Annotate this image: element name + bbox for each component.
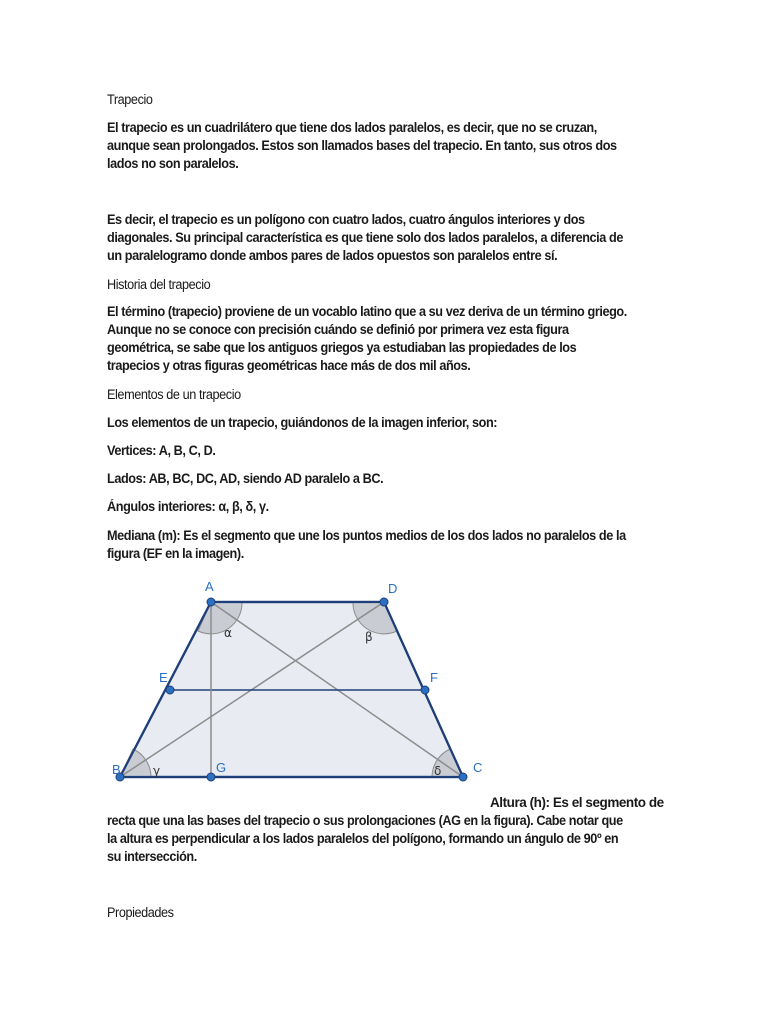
point-f	[421, 686, 429, 694]
angles-line: Ángulos interiores: α, β, δ, γ.	[107, 499, 269, 514]
trapezoid-figure	[107, 575, 487, 790]
label-f: F	[430, 670, 438, 685]
label-d: D	[388, 581, 398, 596]
elements-intro: Los elementos de un trapecio, guiándonos de la imagen inferior, son:	[107, 415, 498, 430]
elements-heading: Elementos de un trapecio	[107, 387, 241, 402]
intro-paragraph-2: Es decir, el trapecio es un polígono con cuatro lados, cuatro ángulos interiores y dos diagonales. Su principal característica es que tiene solo dos lados paralelos, a diferencia de un paralelogramo donde ambos pares de lados opuestos son paralelos entre sí.	[107, 212, 623, 263]
label-alpha: α	[224, 626, 232, 640]
point-c	[459, 773, 467, 781]
point-a	[207, 598, 215, 606]
label-g: G	[216, 760, 227, 775]
height-paragraph-start: Altura (h): Es el segmento de	[490, 795, 664, 810]
label-delta: δ	[434, 764, 442, 778]
intro-paragraph-1: El trapecio es un cuadrilátero que tiene dos lados paralelos, es decir, que no se cruzan, aunque sean prolongados. Estos son llamados bases del trapecio. En tanto, sus otros dos lados no son paralelos.	[107, 120, 617, 171]
point-g	[207, 773, 215, 781]
history-heading: Historia del trapecio	[107, 277, 211, 292]
label-e: E	[159, 670, 168, 685]
vertices-line: Vertices: A, B, C, D.	[107, 443, 216, 458]
point-d	[380, 598, 388, 606]
page-title: Trapecio	[107, 92, 153, 107]
median-paragraph: Mediana (m): Es el segmento que une los puntos medios de los dos lados no paralelos de la figura (EF en la imagen).	[107, 528, 626, 561]
trapezoid-diagram	[107, 575, 487, 790]
history-paragraph: El término (trapecio) proviene de un vocablo latino que a su vez deriva de un término griego. Aunque no se conoce con precisión cuándo se definió por primera vez esta figura geométrica, se sabe que los antiguos griegos ya estudiaban las propiedades de los trapecios y otras figuras geométricas hace más de dos mil años.	[107, 304, 627, 373]
label-c: C	[473, 760, 483, 775]
sides-line: Lados: AB, BC, DC, AD, siendo AD paralelo a BC.	[107, 471, 384, 486]
label-beta: β	[365, 630, 373, 644]
label-gamma: γ	[153, 764, 161, 778]
label-b: B	[112, 762, 121, 777]
label-a: A	[205, 579, 214, 594]
properties-heading: Propiedades	[107, 905, 174, 920]
height-paragraph: recta que una las bases del trapecio o sus prolongaciones (AG en la figura). Cabe notar que la altura es perpendicular a los lados paralelos del polígono, formando un ángulo de 90º en su intersección.	[107, 813, 623, 864]
point-e	[166, 686, 174, 694]
